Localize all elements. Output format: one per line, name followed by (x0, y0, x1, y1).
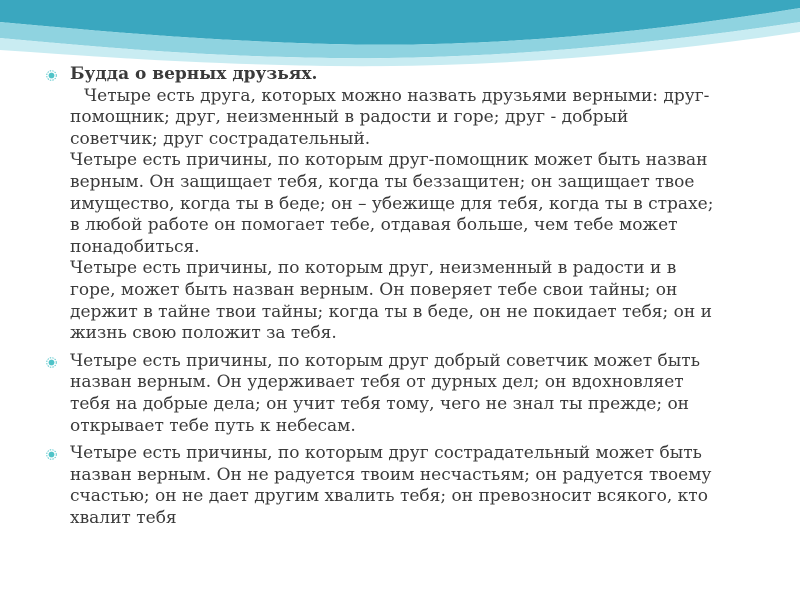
slide-body (42, 64, 762, 535)
text-line: помощник; друг, неизменный в радости и горе; друг - добрый (70, 107, 629, 128)
text-line: держит в тайне твои тайны; когда ты в беде, он не покидает тебя; он и (70, 301, 712, 322)
text-line: верным. Он защищает тебя, когда ты беззащитен; он защищает твое (70, 171, 695, 192)
text-line: открывает тебе путь к небесам. (70, 415, 356, 436)
text-line: тебя на добрые дела; он учит тебя тому, чего не знал ты прежде; он (70, 393, 690, 414)
text-line: Четыре есть причины, по которым друг добрый советчик может быть (70, 350, 700, 371)
text-line: горе, может быть назван верным. Он поверяет тебе свои тайны; он (70, 279, 678, 300)
bullet-sun-icon (46, 70, 57, 81)
wave-header-decoration (0, 0, 800, 70)
text-line: Четыре есть причины, по которым друг-помощник может быть назван (70, 150, 708, 171)
bullet-sun-icon (46, 449, 57, 460)
text-line: назван верным. Он не радуется твоим несчастьям; он радуется твоему (70, 464, 712, 485)
bullet-paragraph-1 (42, 64, 762, 345)
bullet-paragraph-3 (42, 443, 762, 529)
text-line: в любой работе он помогает тебе, отдавая больше, чем тебе может (70, 215, 678, 236)
text-line: Четыре есть причины, по которым друг, неизменный в радости и в (70, 258, 677, 279)
slide-title: Будда о верных друзьях. (70, 64, 318, 84)
text-line: жизнь свою положит за тебя. (70, 323, 337, 344)
text-line: советчик; друг сострадательный. (70, 128, 371, 149)
text-line: счастью; он не дает другим хвалить тебя; он превозносит всякого, кто (70, 486, 708, 507)
text-line: Четыре есть причины, по которым друг сострадательный может быть (70, 443, 702, 464)
text-line: назван верным. Он удерживает тебя от дурных дел; он вдохновляет (70, 372, 684, 393)
text-line: имущество, когда ты в беде; он – убежище для тебя, когда ты в страхе; (70, 193, 714, 214)
text-line: хвалит тебя (70, 507, 177, 528)
text-line: понадобиться. (70, 236, 200, 257)
bullet-paragraph-2 (42, 351, 762, 437)
bullet-sun-icon (46, 357, 57, 368)
text-line: Четыре есть друга, которых можно назвать друзьями верными: друг- (84, 85, 710, 106)
